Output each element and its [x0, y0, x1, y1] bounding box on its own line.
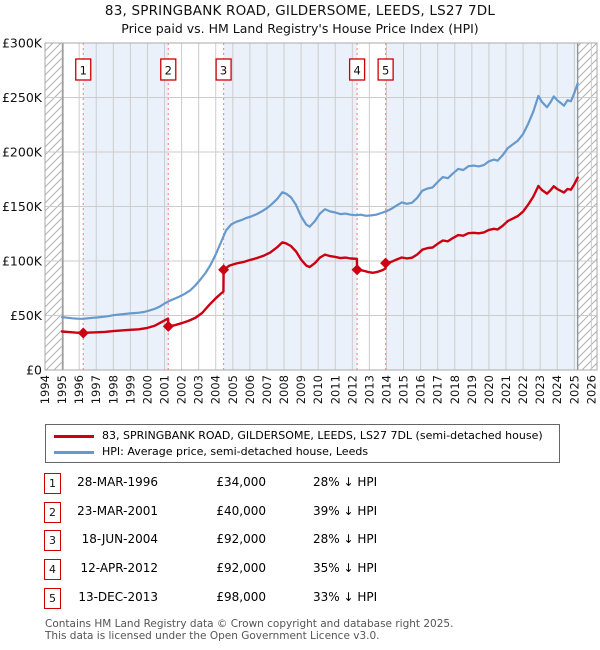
sale-date: 23-MAR-2001: [77, 503, 158, 518]
svg-text:2014: 2014: [379, 375, 394, 405]
svg-text:2021: 2021: [498, 375, 513, 405]
svg-text:2026: 2026: [584, 375, 599, 405]
sale-price: £98,000: [216, 589, 266, 604]
svg-text:2011: 2011: [328, 375, 343, 405]
sale-date: 28-MAR-1996: [77, 475, 158, 489]
svg-text:2001: 2001: [157, 375, 172, 405]
table-row: [0, 559, 600, 579]
svg-text:2012: 2012: [345, 375, 360, 405]
sale-price: £34,000: [216, 475, 266, 489]
svg-text:£200K: £200K: [1, 144, 42, 160]
svg-text:1999: 1999: [123, 375, 138, 405]
sale-number-badge: 5: [44, 588, 61, 609]
svg-text:£150K: £150K: [1, 199, 42, 214]
svg-text:2023: 2023: [533, 375, 548, 405]
svg-text:1996: 1996: [72, 375, 87, 405]
sale-hpi-delta: 28% ↓ HPI: [313, 475, 378, 489]
svg-text:2008: 2008: [277, 375, 292, 405]
svg-text:2019: 2019: [464, 375, 479, 405]
svg-text:£0: £0: [26, 362, 42, 378]
svg-text:1998: 1998: [106, 375, 121, 405]
svg-text:3: 3: [219, 63, 228, 78]
svg-text:2002: 2002: [174, 375, 189, 405]
sale-price: £40,000: [216, 503, 266, 518]
sale-hpi-delta: 35% ↓ HPI: [313, 561, 378, 576]
svg-text:£300K: £300K: [1, 35, 42, 51]
legend-label: 83, SPRINGBANK ROAD, GILDERSOME, LEEDS, LS27 7DL (semi-detached house): [102, 429, 543, 442]
svg-text:1997: 1997: [89, 375, 104, 405]
svg-text:2000: 2000: [140, 375, 155, 405]
svg-text:1: 1: [79, 63, 87, 78]
licence-line: This data is licensed under the Open Government Licence v3.0.: [45, 630, 380, 642]
table-row: [0, 588, 600, 608]
svg-text:2005: 2005: [225, 375, 240, 405]
svg-text:2017: 2017: [430, 375, 445, 405]
svg-text:2004: 2004: [208, 375, 223, 405]
svg-text:2024: 2024: [550, 375, 565, 405]
sale-price: £92,000: [216, 532, 266, 547]
sale-number-badge: 4: [44, 559, 61, 580]
copyright-line: Contains HM Land Registry data © Crown copyright and database right 2025.: [45, 618, 454, 630]
sale-date: 18-JUN-2004: [81, 532, 158, 547]
svg-text:£250K: £250K: [1, 90, 42, 105]
sale-date: 13-DEC-2013: [78, 589, 158, 604]
svg-text:2013: 2013: [362, 375, 377, 405]
svg-text:2007: 2007: [259, 375, 274, 405]
svg-text:2020: 2020: [481, 375, 496, 405]
hpi-swatch: [54, 451, 94, 454]
svg-text:2003: 2003: [191, 375, 206, 405]
sale-number-badge: 3: [44, 530, 61, 551]
svg-text:2010: 2010: [311, 375, 326, 405]
sale-hpi-delta: 39% ↓ HPI: [313, 503, 378, 518]
svg-text:2025: 2025: [567, 375, 582, 405]
sale-date: 12-APR-2012: [80, 561, 158, 576]
legend: [45, 424, 560, 463]
table-row: [0, 473, 600, 493]
sale-hpi-delta: 28% ↓ HPI: [313, 532, 378, 547]
legend-label: HPI: Average price, semi-detached house, Leeds: [102, 445, 369, 458]
svg-text:5: 5: [381, 63, 390, 78]
sale-number-badge: 1: [44, 473, 61, 494]
svg-text:2009: 2009: [294, 375, 309, 405]
table-row: [0, 530, 600, 550]
page-title: 83, SPRINGBANK ROAD, GILDERSOME, LEEDS, LS27 7DL: [104, 3, 496, 19]
svg-text:2: 2: [164, 63, 172, 78]
sale-hpi-delta: 33% ↓ HPI: [313, 589, 378, 604]
svg-text:1994: 1994: [38, 375, 52, 405]
page-subtitle: Price paid vs. HM Land Registry's House Price Index (HPI): [121, 21, 479, 36]
y-axis-labels: [2, 36, 43, 378]
svg-text:1995: 1995: [55, 375, 70, 405]
svg-text:4: 4: [353, 63, 361, 78]
svg-text:2015: 2015: [396, 375, 411, 405]
price-paid-swatch: [54, 435, 94, 438]
sale-number-badge: 2: [44, 502, 61, 523]
svg-text:£50K: £50K: [9, 308, 42, 323]
sale-price: £92,000: [216, 561, 266, 576]
svg-text:£100K: £100K: [1, 253, 42, 269]
svg-text:2018: 2018: [447, 375, 462, 405]
svg-text:2016: 2016: [413, 375, 428, 405]
x-axis-labels: [38, 375, 598, 404]
svg-text:2006: 2006: [242, 375, 257, 405]
svg-text:2022: 2022: [516, 375, 531, 405]
table-row: [0, 502, 600, 522]
